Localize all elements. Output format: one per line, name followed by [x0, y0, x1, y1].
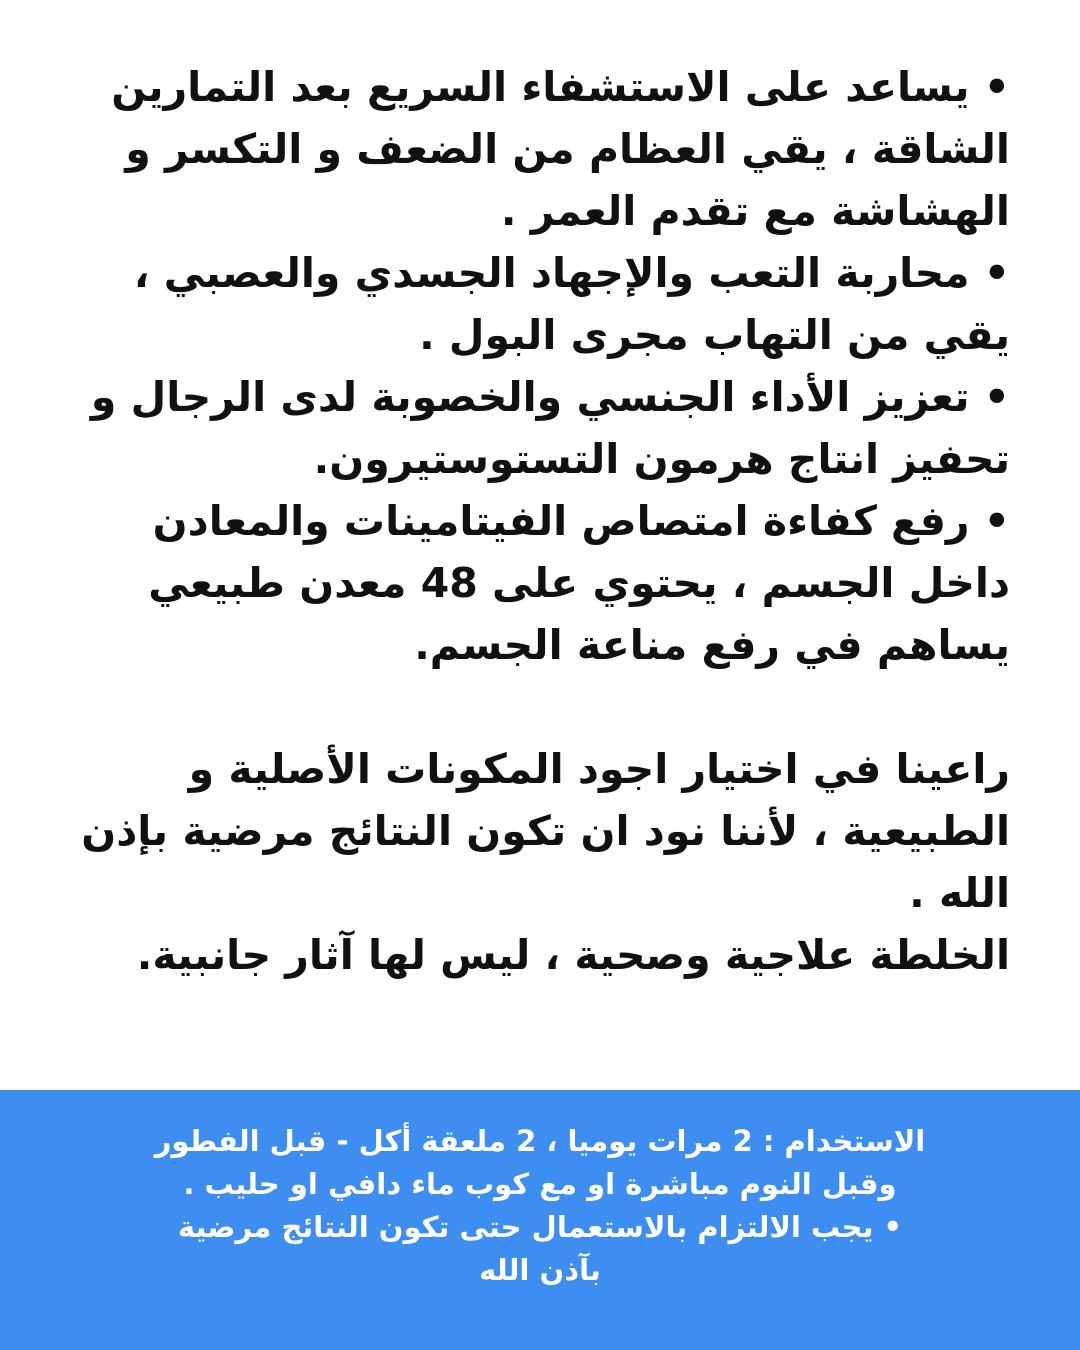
no-side-effects-note: الخلطة علاجية وصحية ، ليس لها آثار جانبية.	[136, 931, 1010, 979]
ingredients-note: راعينا في اختيار اجود المكونات الأصلية و الطبيعية ، لأننا نود ان تكون النتائج مرضية بإذن الله .	[81, 745, 1010, 917]
usage-line-1: الاستخدام : 2 مرات يوميا ، 2 ملعقة أكل - قبل الفطور	[154, 1124, 926, 1158]
benefit-absorption: • رفع كفاءة امتصاص الفيتامينات والمعادن داخل الجسم ، يحتوي على 48 معدن طبيعي يساهم في رفع مناعة الجسم.	[148, 497, 1010, 669]
benefit-fatigue: • محاربة التعب والإجهاد الجسدي والعصبي ، يقي من التهاب مجرى البول .	[133, 249, 1010, 359]
usage-line-4: بآذن الله	[479, 1253, 601, 1287]
paragraph-spacer	[60, 676, 1010, 738]
usage-line-2: وقبل النوم مباشرة او مع كوب ماء دافي او حليب .	[183, 1167, 897, 1201]
main-text-block	[60, 56, 1010, 986]
usage-line-3: • يجب الالتزام بالاستعمال حتى تكون النتائج مرضية	[177, 1210, 903, 1244]
benefit-recovery: • يساعد على الاستشفاء السريع بعد التمارين الشاقة ، يقي العظام من الضعف و التكسر و الهشاشة مع تقدم العمر .	[111, 63, 1010, 235]
usage-banner	[0, 1090, 1080, 1350]
benefit-performance: • تعزيز الأداء الجنسي والخصوبة لدى الرجال و تحفيز انتاج هرمون التستوستيرون.	[90, 373, 1010, 483]
